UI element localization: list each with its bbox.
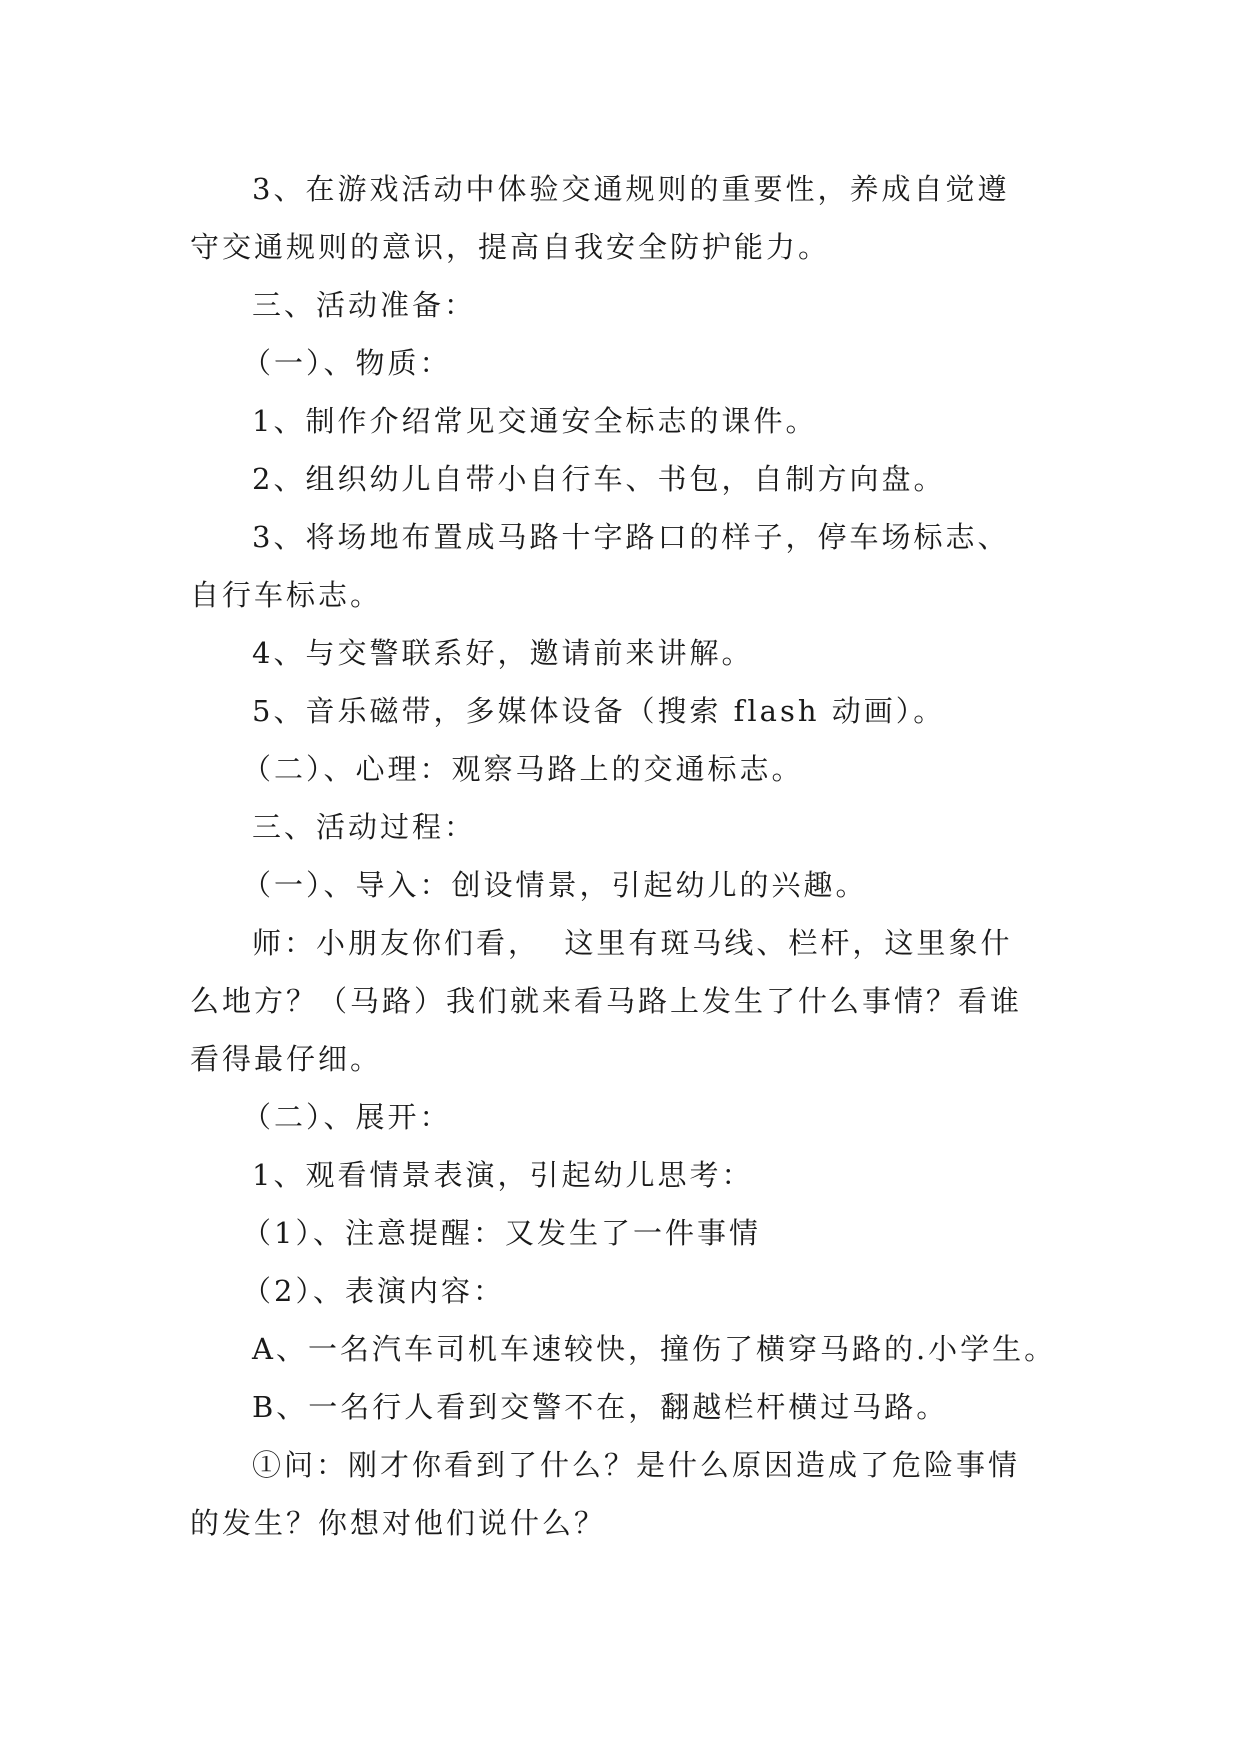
paragraph-line: 自行车标志。	[190, 578, 383, 612]
paragraph-material-4	[190, 624, 1070, 682]
paragraph-line: （1）、注意提醒：又发生了一件事情	[242, 1216, 761, 1250]
paragraph-line: （2）、表演内容：	[242, 1274, 505, 1308]
paragraph-line: 3、将场地布置成马路十字路口的样子，停车场标志、	[252, 520, 1010, 554]
paragraph-teacher-question	[190, 914, 1070, 1088]
paragraph-material-3	[190, 508, 1070, 624]
subsection-heading-expand	[190, 1088, 1070, 1146]
section-heading-process	[190, 798, 1070, 856]
paragraph-goal-3	[190, 160, 1070, 276]
paragraph-line: 1、观看情景表演，引起幼儿思考：	[252, 1158, 754, 1192]
paragraph-line: 师：小朋友你们看， 这里有斑马线、栏杆，这里象什	[252, 926, 1013, 960]
paragraph-line: 看得最仔细。	[190, 1042, 383, 1076]
paragraph-line: 守交通规则的意识，提高自我安全防护能力。	[190, 230, 831, 264]
document-body	[190, 160, 1070, 1552]
paragraph-sub-2	[190, 1262, 1070, 1320]
paragraph-sub-1	[190, 1204, 1070, 1262]
paragraph-material-2	[190, 450, 1070, 508]
subsection-heading-psychology	[190, 740, 1070, 798]
paragraph-line: 3、在游戏活动中体验交通规则的重要性，养成自觉遵	[252, 172, 1010, 206]
paragraph-line: 2、组织幼儿自带小自行车、书包，自制方向盘。	[252, 462, 946, 496]
paragraph-line: （一）、导入：创设情景，引起幼儿的兴趣。	[242, 868, 868, 902]
subsection-heading-materials	[190, 334, 1070, 392]
paragraph-line: （二）、展开：	[242, 1100, 452, 1134]
paragraph-question-1	[190, 1436, 1070, 1552]
paragraph-material-1	[190, 392, 1070, 450]
paragraph-line: B、一名行人看到交警不在，翻越栏杆横过马路。	[252, 1390, 949, 1424]
paragraph-line: （一）、物质：	[242, 346, 452, 380]
paragraph-scene-a	[190, 1320, 1070, 1378]
paragraph-material-5	[190, 682, 1070, 740]
paragraph-scene-b	[190, 1378, 1070, 1436]
paragraph-line: 三、活动过程：	[252, 810, 477, 844]
subsection-heading-intro	[190, 856, 1070, 914]
paragraph-line: 的发生？你想对他们说什么？	[190, 1506, 607, 1540]
section-heading-preparation	[190, 276, 1070, 334]
paragraph-line: 1、制作介绍常见交通安全标志的课件。	[252, 404, 818, 438]
paragraph-line: 4、与交警联系好，邀请前来讲解。	[252, 636, 754, 670]
paragraph-line: 么地方？（马路）我们就来看马路上发生了什么事情？看谁	[190, 984, 1023, 1018]
paragraph-line: 三、活动准备：	[252, 288, 477, 322]
paragraph-line: （二）、心理：观察马路上的交通标志。	[242, 752, 804, 786]
paragraph-line: A、一名汽车司机车速较快，撞伤了横穿马路的.小学生。	[252, 1332, 1057, 1366]
paragraph-line: ①问：刚才你看到了什么？是什么原因造成了危险事情	[252, 1448, 1021, 1482]
paragraph-step-1	[190, 1146, 1070, 1204]
paragraph-line: 5、音乐磁带，多媒体设备（搜索 flash 动画）。	[252, 694, 946, 728]
